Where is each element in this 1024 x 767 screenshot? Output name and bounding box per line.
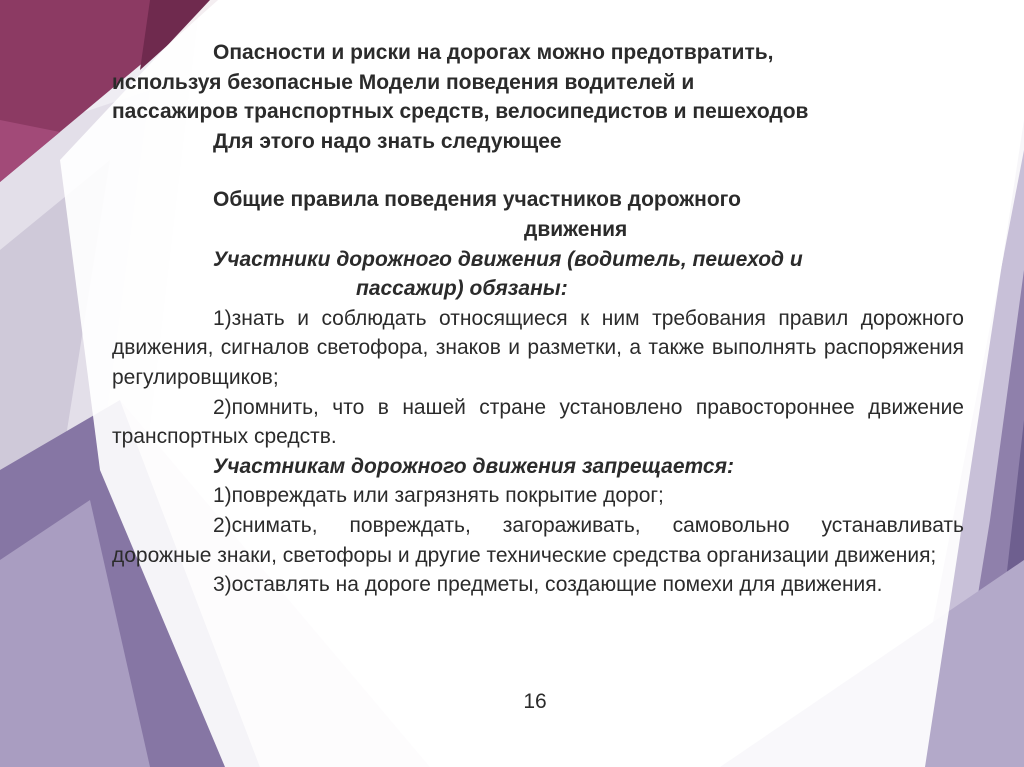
prohibition-item-3: 3)оставлять на дороге предметы, создающие помехи для движения. [213,573,883,597]
prohibition-item-2: 2)снимать, повреждать, загораживать, самовольно устанавливать дорожные знаки, светофоры и другие технические средства организации движения; [112,513,964,567]
intro-line-4: Для этого надо знать следующее [213,129,562,153]
obligation-item-2: 2)помнить, что в нашей стране установлено правостороннее движение транспортных средств. [112,395,964,449]
prohibition-item-1: 1)повреждать или загрязнять покрытие дорог; [213,484,664,508]
obligations-heading: Участники дорожного движения (водитель, пешеход и [213,247,803,271]
prohibitions-heading: Участникам дорожного движения запрещается: [213,454,734,478]
rules-heading-line-2: движения [524,217,628,241]
slide-text [112,38,964,600]
spacer [112,156,964,185]
rules-heading: Общие правила поведения участников дорожного [213,188,741,212]
intro-line-2: используя безопасные Модели поведения водителей и [112,70,695,94]
page-number: 16 [523,690,547,713]
obligation-item-1: 1)знать и соблюдать относящиеся к ним требования правил дорожного движения, сигналов светофора, знаков и разметки, а также выполнять распоряжения регулировщиков; [112,306,964,389]
intro-line-1: Опасности и риски на дорогах можно предотвратить, [213,41,774,64]
intro-line-3: пассажиров транспортных средств, велосипедистов и пешеходов [112,100,809,124]
obligations-heading-line-2: пассажир) обязаны: [356,277,568,301]
